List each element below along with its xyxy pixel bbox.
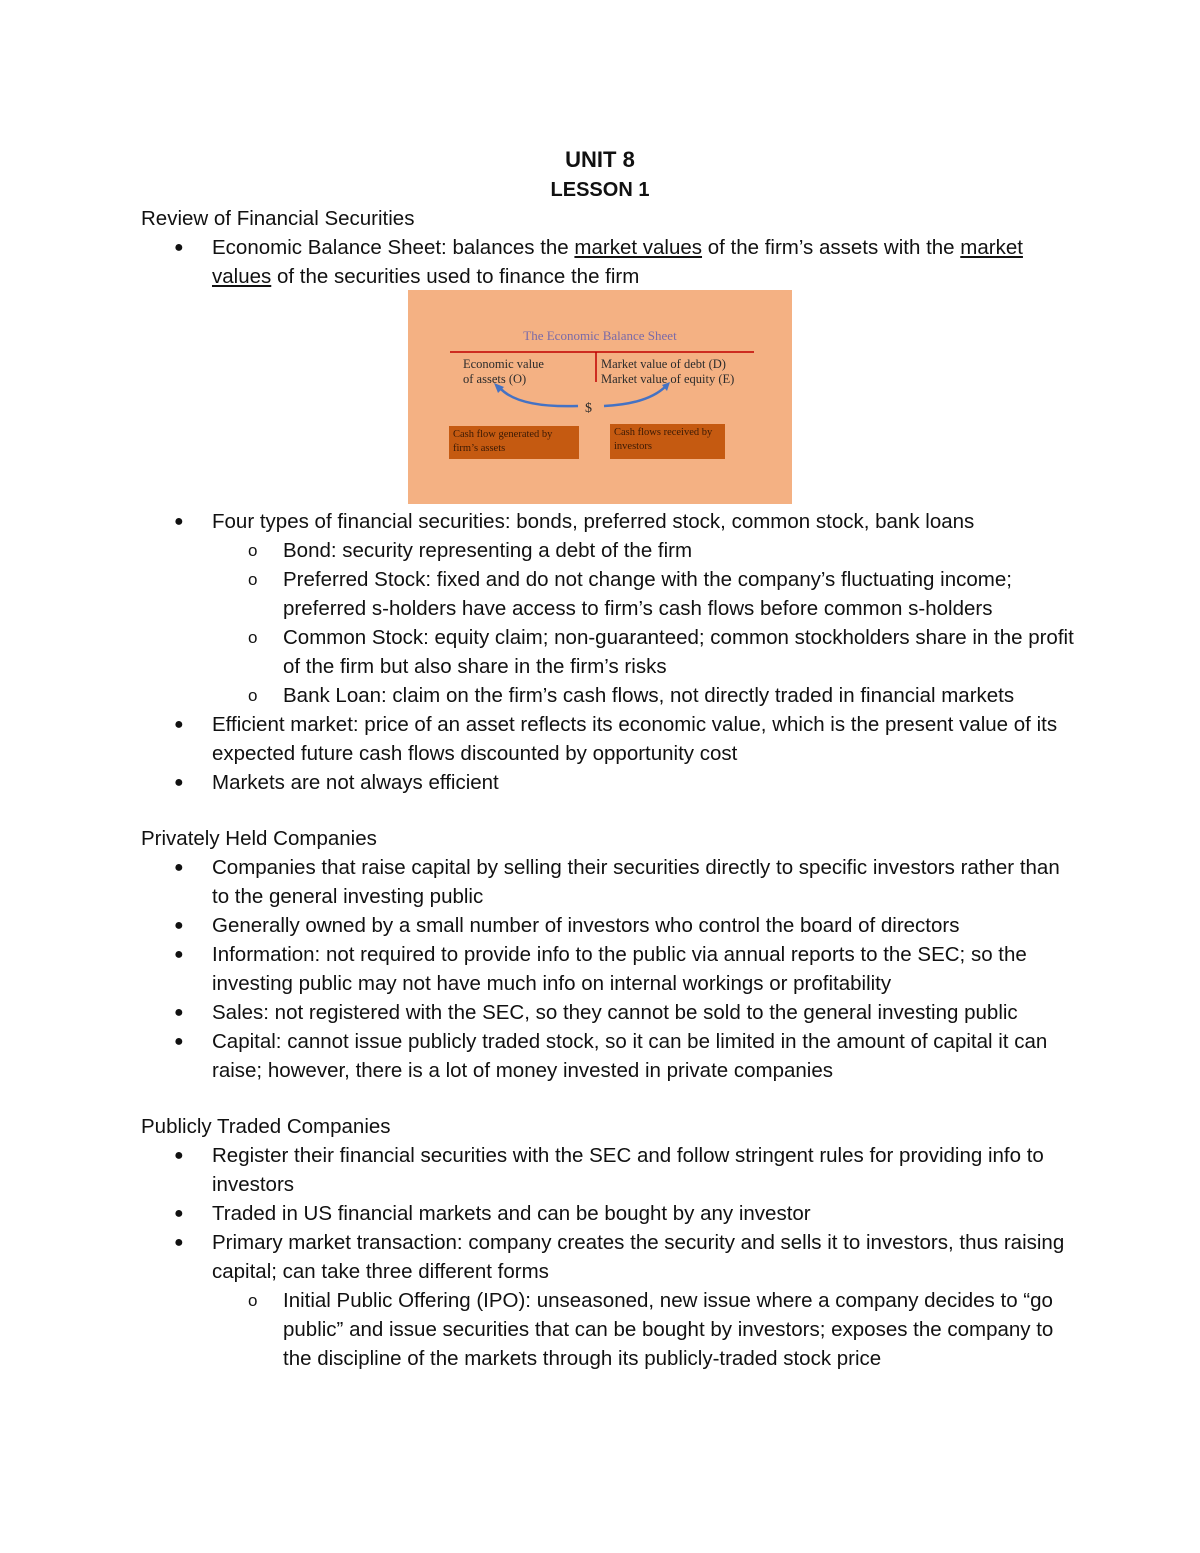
private-list — [141, 853, 1081, 1085]
list-item: ● Register their financial securities with the SEC and follow stringent rules for providing info to investors — [141, 1141, 1081, 1199]
sub-item-preferred-stock: o Preferred Stock: fixed and do not change with the company’s fluctuating income; preferred s-holders have access to firm’s cash flows before common s-holders — [212, 565, 1081, 623]
list-item-ebs: ● Economic Balance Sheet: balances the market values of the firm’s assets with the market values of the securities used to finance the firm — [141, 233, 1081, 291]
underlined-term: market values — [574, 236, 703, 259]
list-item: ● Sales: not registered with the SEC, so they cannot be sold to the general investing public — [141, 998, 1081, 1027]
figure-box-right: Cash flows received by investors — [610, 424, 725, 459]
review-section-continued — [141, 507, 1081, 1373]
figure-box-left: Cash flow generated by firm’s assets — [449, 426, 579, 459]
public-heading: Publicly Traded Companies — [141, 1115, 391, 1138]
left-flow-arrow — [500, 388, 578, 406]
bullet-icon: ● — [174, 513, 184, 530]
circle-bullet-icon: o — [248, 570, 258, 589]
bullet-icon: ● — [174, 1033, 184, 1050]
lesson-title: LESSON 1 — [550, 179, 650, 201]
list-item: ● Information: not required to provide info to the public via annual reports to the SEC; so the investing public may not have much info on internal workings or profitability — [141, 940, 1081, 998]
unit-title: UNIT 8 — [565, 147, 635, 172]
bullet-icon: ● — [174, 716, 184, 733]
bullet-icon: ● — [174, 1147, 184, 1164]
public-list — [141, 1141, 1081, 1373]
sub-item-common-stock: o Common Stock: equity claim; non-guaranteed; common stockholders share in the profit of the firm but also share in the firm’s risks — [212, 623, 1081, 681]
figure-graphics — [408, 290, 792, 504]
review-section — [141, 204, 1081, 291]
figure-dollar-sign: $ — [585, 401, 592, 416]
figure-right-label-2: Market value of equity (E) — [601, 372, 735, 386]
list-item-efficient-market: ● Efficient market: price of an asset reflects its economic value, which is the present value of its expected future cash flows discounted by opportunity cost — [141, 710, 1081, 768]
list-item: ● Companies that raise capital by selling their securities directly to specific investors rather than to the general investing public — [141, 853, 1081, 911]
bullet-icon: ● — [174, 1205, 184, 1222]
private-heading: Privately Held Companies — [141, 827, 377, 850]
sub-item-ipo: o Initial Public Offering (IPO): unseasoned, new issue where a company decides to “go public” and issue securities that can be bought by investors; exposes the company to the discipline of the markets through its publicly-traded stock price — [212, 1286, 1081, 1373]
security-types-list — [212, 536, 1081, 710]
list-item-not-efficient: ● Markets are not always efficient — [141, 768, 1081, 797]
bullet-icon: ● — [174, 1004, 184, 1021]
bullet-icon: ● — [174, 1234, 184, 1251]
primary-market-forms-list — [212, 1286, 1081, 1373]
circle-bullet-icon: o — [248, 1291, 258, 1310]
list-item: ● Generally owned by a small number of investors who control the board of directors — [141, 911, 1081, 940]
circle-bullet-icon: o — [248, 541, 258, 560]
sub-item-bank-loan: o Bank Loan: claim on the firm’s cash flows, not directly traded in financial markets — [212, 681, 1081, 710]
review-list — [141, 507, 1081, 797]
bullet-icon: ● — [174, 946, 184, 963]
figure-left-label-2: of assets (O) — [463, 372, 527, 386]
review-list-top — [141, 233, 1081, 291]
figure-title: The Economic Balance Sheet — [523, 328, 677, 343]
bullet-icon: ● — [174, 917, 184, 934]
sub-item-bond: o Bond: security representing a debt of the firm — [212, 536, 1081, 565]
figure-right-label-1: Market value of debt (D) — [601, 357, 726, 371]
review-heading: Review of Financial Securities — [141, 207, 415, 230]
bullet-icon: ● — [174, 239, 184, 256]
list-item: ● Capital: cannot issue publicly traded stock, so it can be limited in the amount of capital it can raise; however, there is a lot of money invested in private companies — [141, 1027, 1081, 1085]
list-item-four-types: ● Four types of financial securities: bonds, preferred stock, common stock, bank loans o Bond: security representing a debt of the firm o Preferred Stock: fixed and do not change with the company’s fluctuating income; preferred s-holders have access to firm’s cash flows before common s-holders o Common Stock: equity claim; non-guaranteed; common stockholders share in the profit of the firm but also share in the firm’s risks o Bank Loan: claim on the firm’s cash flows, not directly traded in financial markets — [141, 507, 1081, 710]
list-item: ● Primary market transaction: company creates the security and sells it to investors, thus raising capital; can take three different forms o Initial Public Offering (IPO): unseasoned, new issue where a company decides to “go public” and issue securities that can be bought by investors; exposes the company to the discipline of the markets through its publicly-traded stock price — [141, 1228, 1081, 1373]
underlined-term: market values — [212, 236, 1023, 288]
circle-bullet-icon: o — [248, 686, 258, 705]
circle-bullet-icon: o — [248, 628, 258, 647]
economic-balance-sheet-figure — [408, 290, 792, 504]
bullet-icon: ● — [174, 774, 184, 791]
list-item: ● Traded in US financial markets and can be bought by any investor — [141, 1199, 1081, 1228]
bullet-icon: ● — [174, 859, 184, 876]
figure-left-label-1: Economic value — [463, 357, 544, 371]
right-flow-arrow — [604, 386, 666, 406]
